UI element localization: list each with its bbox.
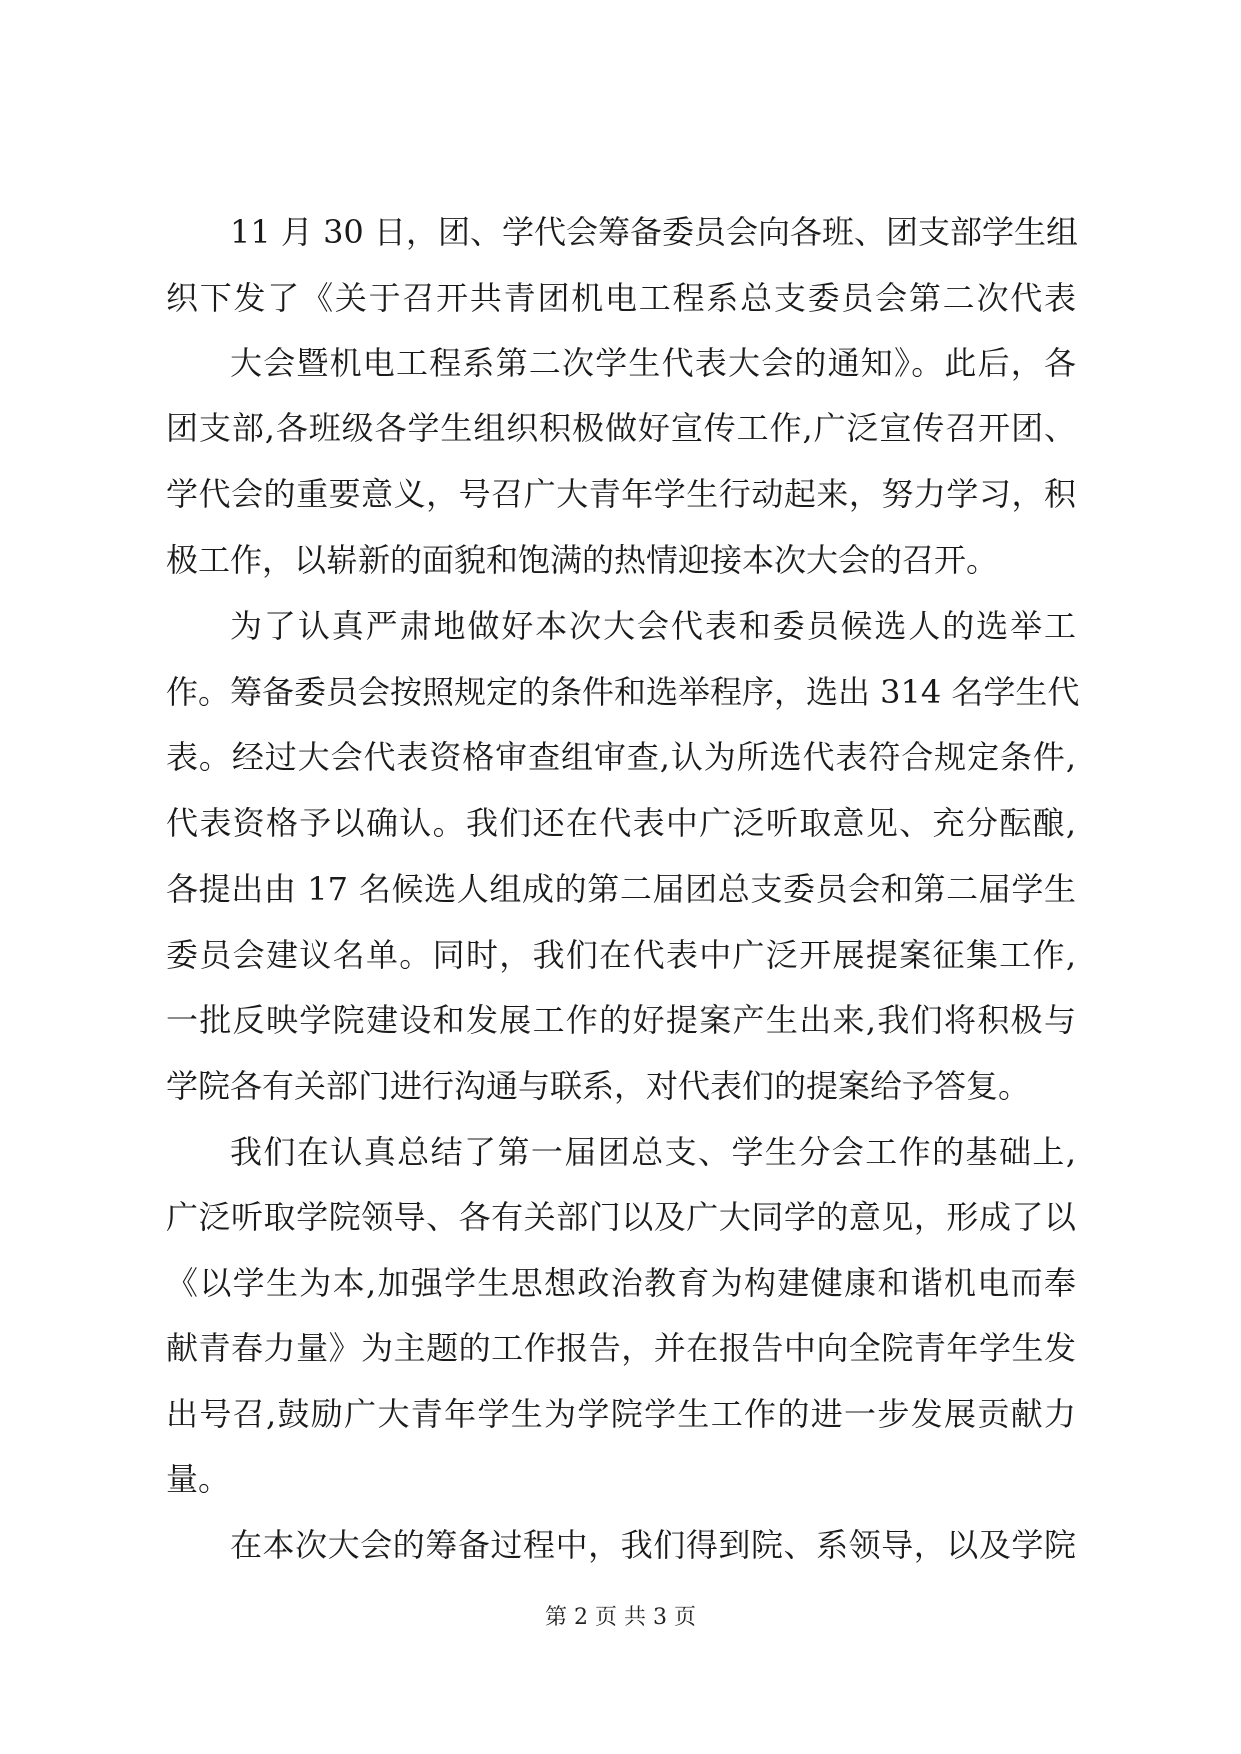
text-line-17: 《以学生为本,加强学生思想政治教育为构建健康和谐机电而奉	[166, 1264, 1076, 1302]
text-line-1: 11 月 30 日，团、学代会筹备委员会向各班、团支部学生组	[230, 213, 1078, 251]
text-line-21: 在本次大会的筹备过程中，我们得到院、系领导，以及学院	[230, 1526, 1076, 1564]
text-line-6: 极工作，以崭新的面貌和饱满的热情迎接本次大会的召开。	[166, 541, 999, 579]
text-line-15: 我们在认真总结了第一届团总支、学生分会工作的基础上,	[230, 1133, 1076, 1171]
text-line-7: 为了认真严肃地做好本次大会代表和委员候选人的选举工	[230, 607, 1076, 645]
text-line-13: 一批反映学院建设和发展工作的好提案产生出来,我们将积极与	[166, 1001, 1076, 1039]
text-line-20: 量。	[166, 1460, 231, 1498]
text-line-16: 广泛听取学院领导、各有关部门以及广大同学的意见，形成了以	[166, 1198, 1076, 1236]
text-line-10: 代表资格予以确认。我们还在代表中广泛听取意见、充分酝酿,	[166, 804, 1076, 842]
text-line-2: 织下发了《关于召开共青团机电工程系总支委员会第二次代表	[166, 279, 1076, 317]
text-line-8: 作。筹备委员会按照规定的条件和选举程序，选出 314 名学生代	[166, 673, 1080, 711]
text-line-4: 团支部,各班级各学生组织积极做好宣传工作,广泛宣传召开团、	[166, 409, 1076, 447]
text-line-9: 表。经过大会代表资格审查组审查,认为所选代表符合规定条件,	[166, 738, 1076, 776]
text-line-12: 委员会建议名单。同时，我们在代表中广泛开展提案征集工作,	[166, 936, 1076, 974]
text-line-11: 各提出由 17 名候选人组成的第二届团总支委员会和第二届学生	[166, 870, 1076, 908]
text-line-3: 大会暨机电工程系第二次学生代表大会的通知》。此后，各	[230, 344, 1076, 382]
text-line-5: 学代会的重要意义，号召广大青年学生行动起来，努力学习，积	[166, 475, 1076, 513]
text-line-18: 献青春力量》为主题的工作报告，并在报告中向全院青年学生发	[166, 1329, 1076, 1367]
page-footer: 第 2 页 共 3 页	[545, 1605, 696, 1630]
text-line-19: 出号召,鼓励广大青年学生为学院学生工作的进一步发展贡献力	[166, 1395, 1076, 1433]
text-line-14: 学院各有关部门进行沟通与联系，对代表们的提案给予答复。	[166, 1067, 1031, 1105]
